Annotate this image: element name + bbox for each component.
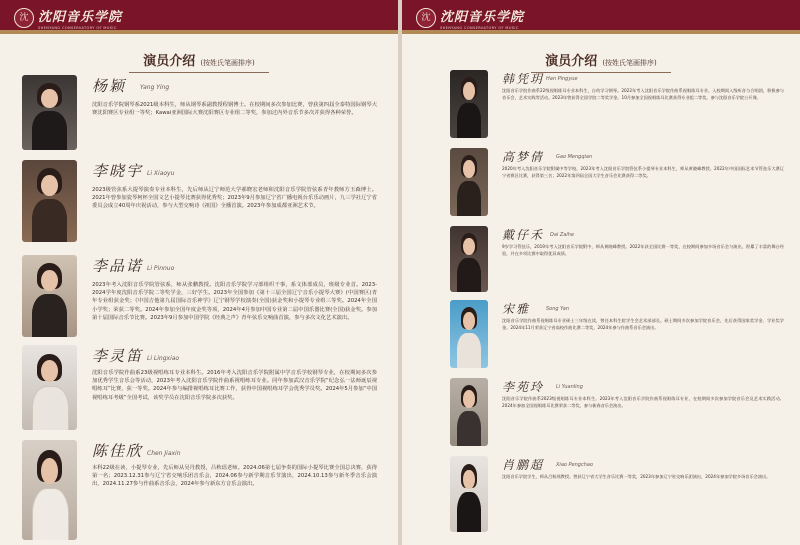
performer-card [450, 148, 790, 220]
performer-bio: 9岁学习管弦乐，2019年考入沈阳音乐学院附中，师从黄晓峰教授。2022年获全国比赛一等奖，在校期间参加多场音乐会与演出，积累了丰富的舞台经验，并在多项比赛中取得优异成绩。 [502, 244, 784, 256]
performer-bio: 2023年考入沈阳音乐学院管弦系，师从张鹏教授。沈阳音乐学院学习部组织干事，系文体部成员，班级专业首。2023-2024学年度沈阳音乐学院二等奖学金，三好学生。2023年全国参加《第十三届全国辽宁音乐小提琴大赛》(中国赛区)青年专业组获金奖；《中国吉他第九届国际音乐神学》辽宁钢琴学校演奏(全国)获金奖和小提琴专业组三等奖。2024年全国小学奖；荣获二等奖。2024年参加全国年度金奖等项，2024年4月参加中国专业第二届中国乐器比赛(全国)获金奖。参加第十届国际音乐节比赛。2023年9月参加中国学院《经典之声》青年弦乐交响曲首演，参与多次文化艺术演出。 [92, 282, 377, 321]
performer-photo [450, 300, 488, 368]
performer-name: 高梦倩 [502, 150, 545, 164]
performer-name: 李苑玲 [502, 380, 545, 394]
performer-card [450, 456, 790, 536]
performer-pinyin: Li Xiaoyu [147, 170, 175, 177]
performer-card [450, 300, 790, 372]
seal-icon: 沈 [14, 8, 34, 28]
performer-photo [450, 378, 488, 446]
performer-photo [22, 345, 77, 430]
performer-card [22, 255, 382, 340]
header-band [0, 0, 398, 30]
school-logo [416, 6, 524, 30]
performer-name: 李晓宇 [92, 162, 144, 180]
performer-bio: 本科22级在读，小提琴专业，先后师从吴丹教授，吕秋瑶老师。2024.06第七届争奏的国际小提琴比赛全国总决赛，获得第一名；2023.12.31参与辽宁省交响乐团音乐会，2024.06参与新学期音乐节演出，2024.10.13参与新冬季音乐会演出，2024.11.27参与作曲系音乐会，2024年参与新东方音乐会演出。 [92, 465, 377, 488]
performer-pinyin: Gao Mengqian [556, 154, 593, 160]
performer-bio: 2023级管弦系大提琴演奏专业本科生，先后师从辽宁师范大学郝晓宏老师和沈阳音乐学院管弦系青年教师方玉森博士。2021年曾参加瓷琴柯杯全国文艺小提琴比赛获得优秀奖；2023年9月参加辽宁省广播电视台乐乐动画片，九三学社辽宁省委员会成立40周年庆祝活动，参与大型交响诗《祖国》全播首演。2023年参加成都亚洲艺术节。 [92, 187, 377, 210]
performer-pinyin: Li Yuanling [556, 384, 583, 390]
performer-pinyin: Chen Jiaxin [147, 450, 181, 457]
performer-photo [450, 456, 488, 532]
left-page [0, 0, 398, 545]
performer-photo [22, 255, 77, 337]
performer-bio: 沈阳音乐学院作曲系22级视唱练耳专业本科生，自幼学习钢琴。2022年考入沈阳音乐学院作曲系视唱练耳专业。入校期间入级听音与合唱团，积极参与音乐会，艺术实践等活动。2023年曾获得全国学院二等奖学金。10月参加全国视唱练耳比赛获得专业组二等奖。参与沈阳音乐学院公开课。 [502, 88, 784, 100]
performer-bio: 沈阳音乐学院钢琴系2021级本科生，师从钢琴系副教授程钢博士。在校期间多次参加比赛，曾获第四届全泰特国际钢琴大赛沈阳赛区专业组一等奖；Kawai亚洲国际大赛沈阳赛区专业组二等奖，参加过内外音乐节多次并获得各种荣誉。 [92, 102, 377, 117]
performer-card [22, 75, 382, 155]
performer-bio: 沈阳音乐学院作曲系23级视唱练耳专业本科生。2016年考入沈阳音乐学院附属中学音乐学校钢琴专业，在校期间多次参加优秀学生音乐会等活动，2023年考入沈阳音乐学院作曲系视唱练耳专业。同年参加武汉音乐学院“纪念弘一法师诞辰视唱练耳”比赛，获一等奖。2024年参与编排视唱练耳比赛工作，获得中国视唱练耳学会优秀学员奖。2024年5月参加“中国视唱练耳考级”全国考试，该奖学员在沈阳音乐学院多次获奖。 [92, 370, 377, 401]
performer-card [22, 160, 382, 245]
performer-name: 李品诺 [92, 257, 144, 275]
school-name-en: SHENYANG CONSERVATORY OF MUSIC [440, 26, 519, 30]
performer-photo [22, 440, 77, 540]
title-text: 演员介绍 [545, 54, 598, 69]
performer-name: 宋雅 [502, 302, 531, 316]
performer-bio: 沈阳音乐学院学生，师从吕秋瑶教授。曾获辽宁省大学生音乐比赛一等奖，2023年参加辽宁省交响乐团演出，2024年参加学院多场音乐会演出。 [502, 474, 771, 479]
performer-pinyin: Yang Ying [140, 84, 170, 91]
title-text: 演员介绍 [143, 54, 196, 69]
performer-pinyin: Li Lingxiao [147, 355, 180, 362]
performer-bio: 2020年考入沈阳音乐学院附属中等学校，2023年考入沈阳音乐学院管弦系小提琴专业本科生，师从黄晓峰教授。2022年中国国际艺术节管弦乐大赛辽宁省赛区比赛，获得第三名；2022年第四届全国大学生音乐会比赛获得二等奖。 [502, 166, 784, 178]
performer-pinyin: Han Pingyue [546, 76, 578, 82]
performer-photo [450, 70, 488, 138]
right-page [402, 0, 800, 545]
performer-bio: 沈阳音乐学院作曲系视唱练耳专业硕士三年级在读，曾任本科生院学生会艺术部部长。硕士期间多次参加学院音乐会，先后获得国家奖学金、学业奖学金。2024年11月荣获辽宁省高校作曲比赛二等奖，2024年参与作曲系音乐会演出。 [502, 318, 784, 330]
performer-photo [22, 75, 77, 150]
performer-photo [450, 226, 488, 292]
performer-pinyin: Li Pinnuo [147, 265, 175, 272]
school-name: 沈阳音乐学院 [38, 10, 123, 25]
title-subtitle: (按姓氏笔画排序) [602, 59, 657, 67]
performer-card [450, 378, 790, 450]
seal-icon: 沈 [416, 8, 436, 28]
performer-card [22, 440, 382, 540]
performer-pinyin: Dai Zaihe [550, 232, 575, 238]
performer-name: 陈佳欣 [92, 442, 144, 460]
performer-name: 肖鹏超 [502, 458, 545, 472]
performer-photo [450, 148, 488, 216]
performer-card [450, 226, 790, 296]
header-band [402, 0, 800, 30]
performer-card [450, 70, 790, 140]
performer-name: 戴仔禾 [502, 228, 545, 242]
performer-name: 杨颖 [92, 77, 127, 95]
performer-photo [22, 160, 77, 242]
section-title [0, 50, 398, 73]
title-underline [129, 72, 269, 73]
school-name-en: SHENYANG CONSERVATORY OF MUSIC [38, 26, 117, 30]
school-logo [14, 6, 122, 30]
school-name: 沈阳音乐学院 [440, 10, 525, 25]
performer-card [22, 345, 382, 435]
performer-name: 韩凭玥 [502, 72, 545, 86]
performer-pinyin: Song Yan [546, 306, 569, 312]
performer-name: 李灵笛 [92, 347, 144, 365]
title-subtitle: (按姓氏笔画排序) [200, 59, 255, 67]
performer-pinyin: Xiao Pengchao [556, 462, 594, 468]
performer-bio: 沈阳音乐学院作曲系2023级视唱练耳专业本科生。2023年考入沈阳音乐学院作曲系视唱练耳专业，在校期间多次参加学院音乐会及艺术实践活动。2024年参加全国视唱练耳比赛荣获二等奖，参与新春音乐会演出。 [502, 396, 784, 408]
